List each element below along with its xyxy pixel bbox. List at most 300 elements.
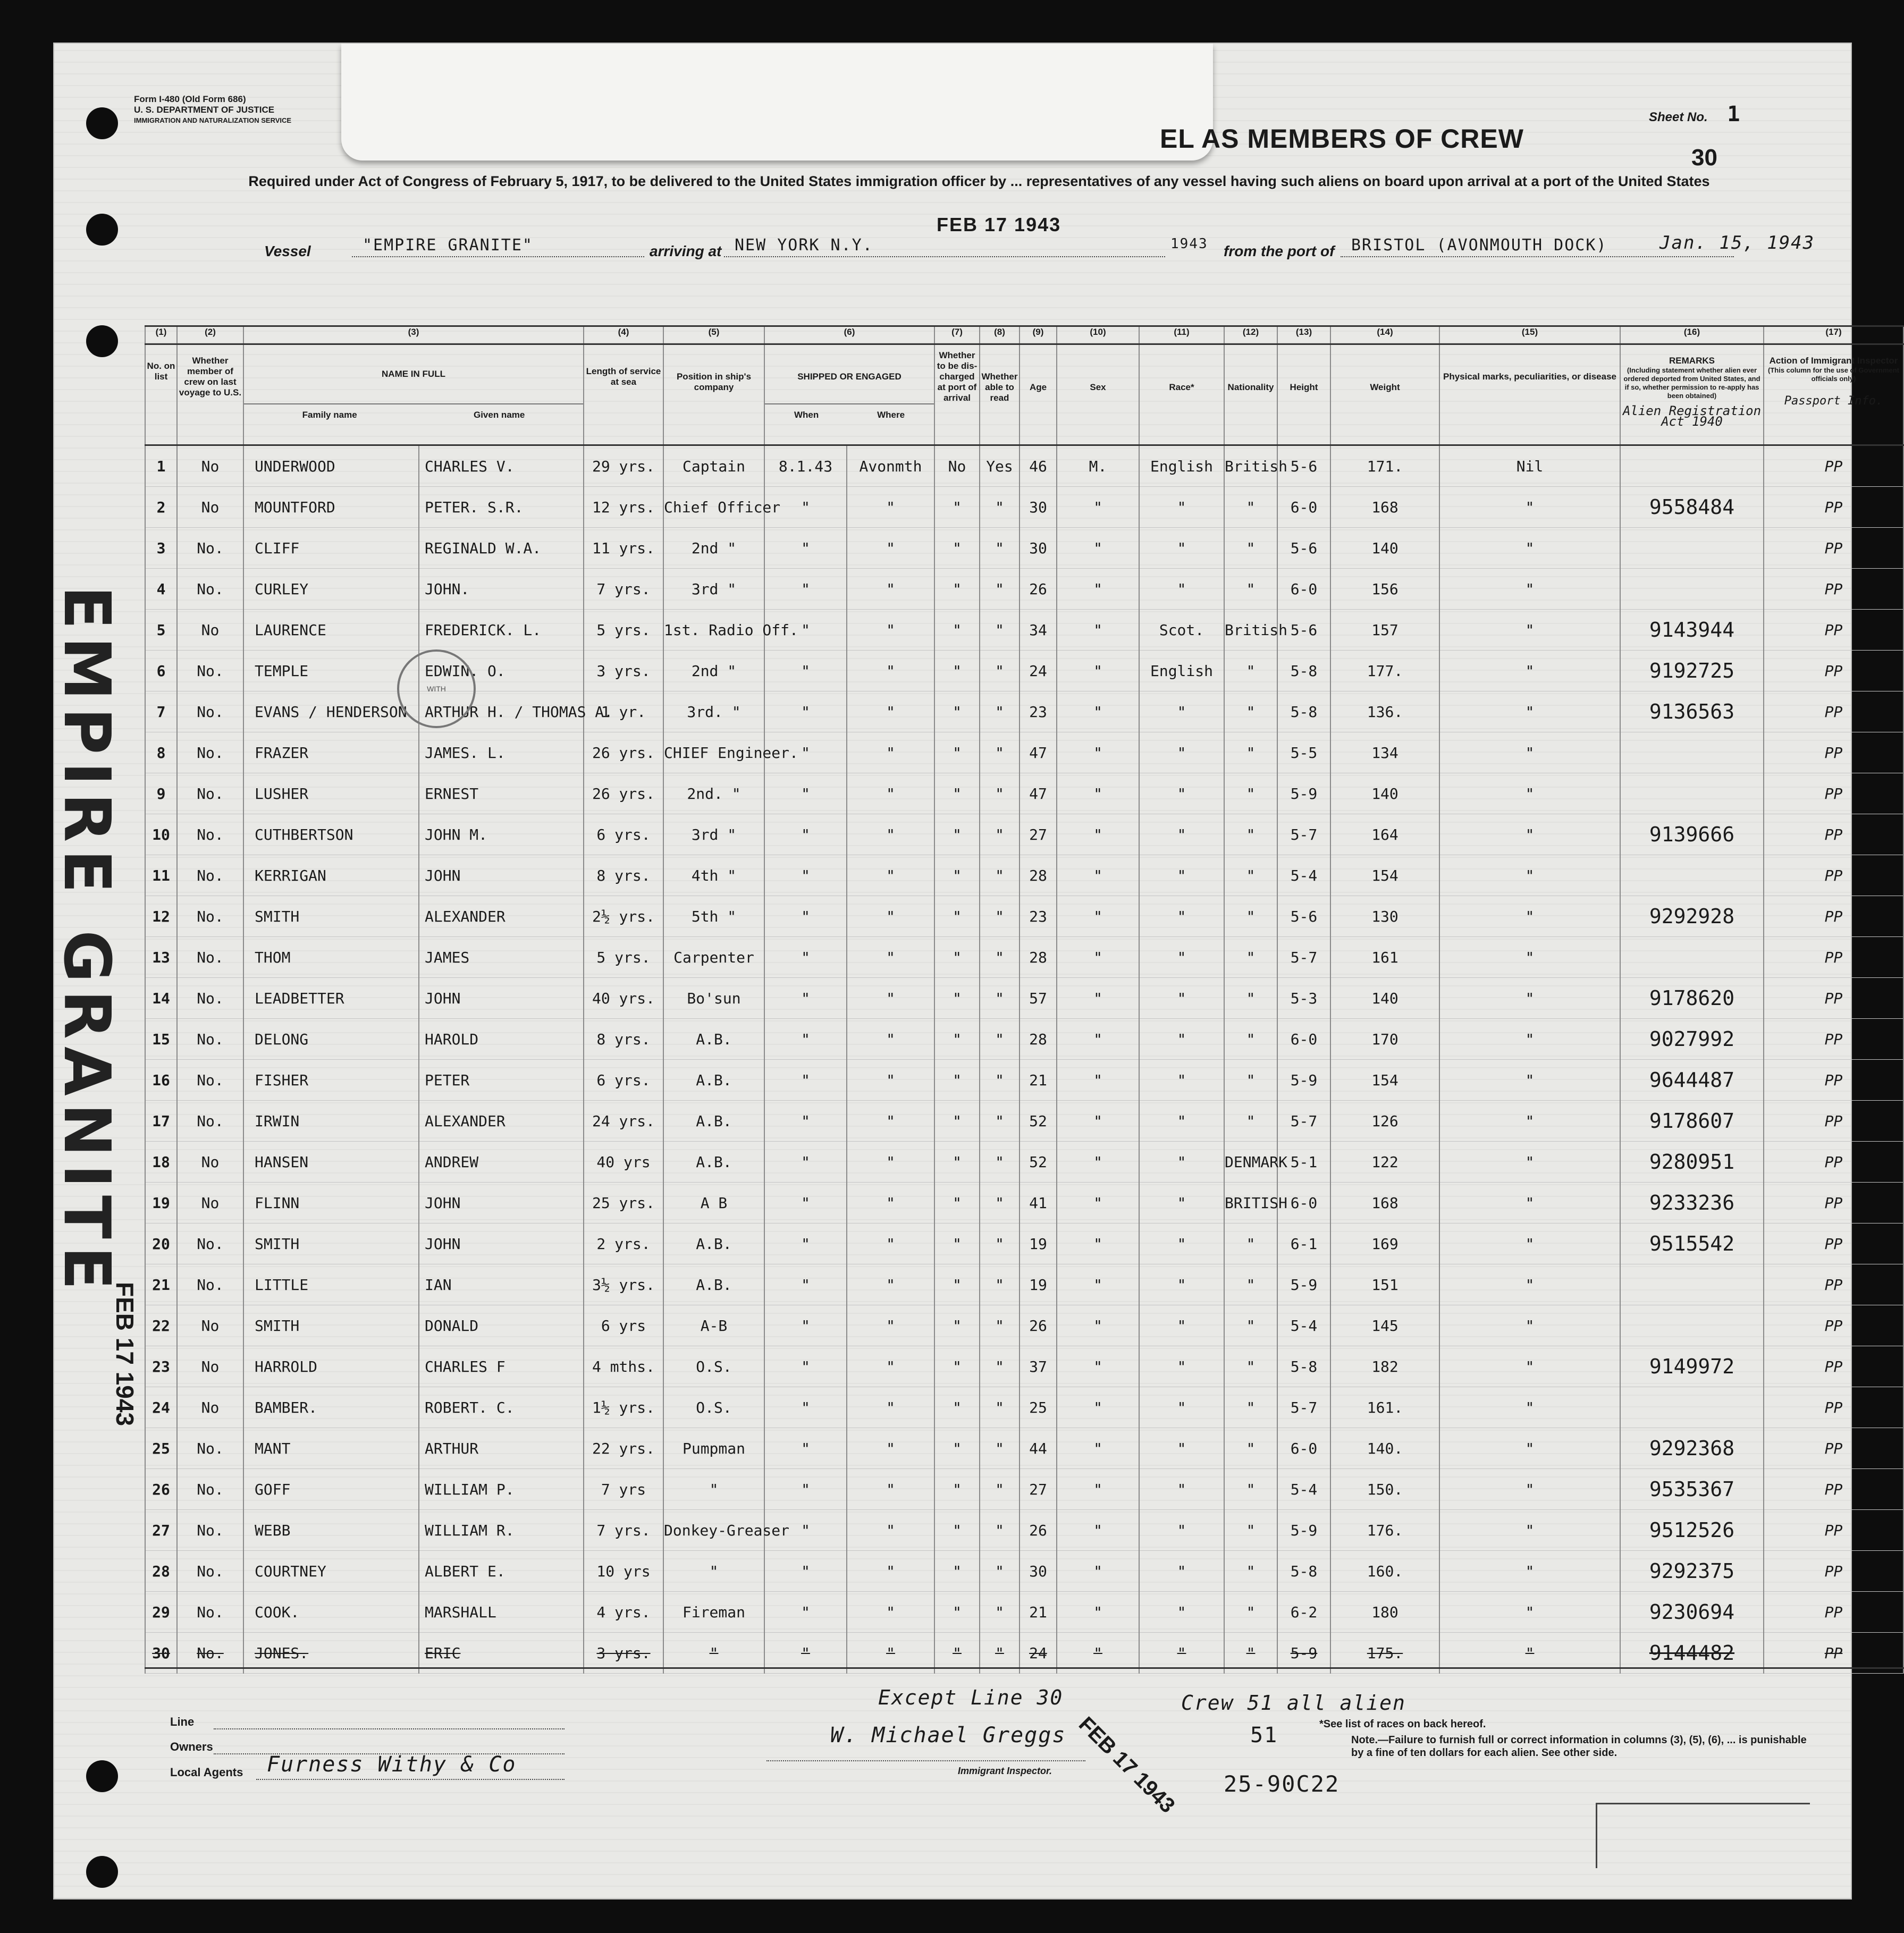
nationality-cell: " (1224, 487, 1277, 528)
height-cell: 6-0 (1277, 1428, 1330, 1469)
service-length-cell: 12 yrs. (584, 487, 663, 528)
age-cell: 19 (1020, 1264, 1057, 1305)
remarks-cell (1620, 1387, 1764, 1428)
read-cell: " (980, 1305, 1020, 1346)
position-cell: A.B. (663, 1019, 764, 1060)
remarks-cell (1620, 528, 1764, 569)
shipped-where-cell: " (847, 978, 934, 1019)
nationality-cell: DENMARK (1224, 1142, 1277, 1183)
nationality-cell: " (1224, 569, 1277, 610)
nationality-cell: " (1224, 1264, 1277, 1305)
remarks-header-handwriting: Alien Registration Act 1940 (1622, 403, 1762, 429)
given-name-cell: ERNEST (419, 773, 584, 814)
given-name-cell: CHARLES F (419, 1346, 584, 1387)
race-cell: " (1139, 1223, 1224, 1264)
shipped-where-cell: " (847, 896, 934, 937)
action-cell: PP (1764, 814, 1903, 855)
position-cell: 3rd " (663, 814, 764, 855)
shipped-where-cell: " (847, 569, 934, 610)
service-length-cell: 40 yrs (584, 1142, 663, 1183)
sex-cell: " (1057, 1223, 1139, 1264)
remarks-cell: 9178620 (1620, 978, 1764, 1019)
service-length-cell: 24 yrs. (584, 1101, 663, 1142)
footer-date-stamp: FEB 17 1943 (1074, 1712, 1180, 1818)
action-cell: PP (1764, 1223, 1903, 1264)
position-cell: Carpenter (663, 937, 764, 978)
race-cell: " (1139, 1183, 1224, 1223)
discharge-cell: " (934, 1428, 980, 1469)
table-row (145, 1142, 1903, 1183)
read-cell: " (980, 487, 1020, 528)
shipped-where-cell: " (847, 732, 934, 773)
action-cell: PP (1764, 1019, 1903, 1060)
remarks-cell: 9144482 (1620, 1633, 1764, 1674)
weight-cell: 161. (1330, 1387, 1439, 1428)
table-row (145, 1510, 1903, 1551)
service-length-cell: 29 yrs. (584, 445, 663, 487)
punch-hole (86, 325, 118, 357)
discharge-cell: " (934, 773, 980, 814)
marks-cell: " (1439, 1346, 1620, 1387)
shipped-where-cell: " (847, 1510, 934, 1551)
weight-cell: 134 (1330, 732, 1439, 773)
discharge-cell: " (934, 487, 980, 528)
age-cell: 23 (1020, 691, 1057, 732)
position-cell: " (663, 1469, 764, 1510)
given-name-cell: CHARLES V. (419, 445, 584, 487)
nationality-cell: " (1224, 1592, 1277, 1633)
race-cell: English (1139, 651, 1224, 691)
read-cell: " (980, 1101, 1020, 1142)
last-voyage-cell: No. (177, 569, 243, 610)
shipped-where-cell: " (847, 1633, 934, 1674)
sex-cell: " (1057, 1346, 1139, 1387)
nationality-cell: " (1224, 651, 1277, 691)
service-length-cell: 5 yrs. (584, 937, 663, 978)
height-cell: 5-9 (1277, 1264, 1330, 1305)
service-length-cell: 7 yrs. (584, 1510, 663, 1551)
remarks-cell: 9027992 (1620, 1019, 1764, 1060)
marks-cell: " (1439, 1183, 1620, 1223)
family-name-cell: LEADBETTER (243, 978, 419, 1019)
nationality-cell: " (1224, 1469, 1277, 1510)
col-given-name: Given name (473, 410, 525, 420)
discharge-cell: " (934, 1183, 980, 1223)
last-voyage-cell: No. (177, 896, 243, 937)
action-cell: PP (1764, 569, 1903, 610)
age-cell: 47 (1020, 773, 1057, 814)
service-length-cell: 3½ yrs. (584, 1264, 663, 1305)
height-cell: 5-9 (1277, 1510, 1330, 1551)
age-cell: 28 (1020, 1019, 1057, 1060)
discharge-cell: " (934, 610, 980, 651)
service-length-cell: 40 yrs. (584, 978, 663, 1019)
given-name-cell: PETER. S.R. (419, 487, 584, 528)
race-cell: " (1139, 691, 1224, 732)
action-cell: PP (1764, 1592, 1903, 1633)
weight-cell: 176. (1330, 1510, 1439, 1551)
last-voyage-cell: No. (177, 1060, 243, 1101)
shipped-when-cell: " (764, 1060, 847, 1101)
discharge-cell: " (934, 691, 980, 732)
height-cell: 6-0 (1277, 569, 1330, 610)
last-voyage-cell: No. (177, 1469, 243, 1510)
remarks-cell: 9644487 (1620, 1060, 1764, 1101)
shipped-where-cell: " (847, 691, 934, 732)
marks-cell: " (1439, 1264, 1620, 1305)
col-physical-marks: Physical marks, peculiarities, or disease (1439, 344, 1620, 445)
service-length-cell: 11 yrs. (584, 528, 663, 569)
weight-cell: 160. (1330, 1551, 1439, 1592)
read-cell: " (980, 732, 1020, 773)
service-length-cell: 7 yrs (584, 1469, 663, 1510)
nationality-cell: " (1224, 1346, 1277, 1387)
table-row (145, 1060, 1903, 1101)
family-name-cell: SMITH (243, 1305, 419, 1346)
last-voyage-cell: No (177, 610, 243, 651)
shipped-when-cell: " (764, 1142, 847, 1183)
race-cell: " (1139, 937, 1224, 978)
race-cell: " (1139, 855, 1224, 896)
family-name-cell: EVANS / HENDERSON (243, 691, 419, 732)
last-voyage-cell: No (177, 1387, 243, 1428)
family-name-cell: LITTLE (243, 1264, 419, 1305)
race-cell: " (1139, 1551, 1224, 1592)
age-cell: 30 (1020, 1551, 1057, 1592)
colnum: (5) (663, 326, 764, 344)
col-when: When (794, 410, 819, 420)
owners-label: Owners (170, 1740, 213, 1753)
sex-cell: " (1057, 1551, 1139, 1592)
action-cell: PP (1764, 528, 1903, 569)
family-name-cell: IRWIN (243, 1101, 419, 1142)
service-length-cell: 1 yr. (584, 691, 663, 732)
service-length-cell: 6 yrs. (584, 814, 663, 855)
position-cell: A.B. (663, 1101, 764, 1142)
colnum: (8) (980, 326, 1020, 344)
colnum: (1) (145, 326, 177, 344)
row-number: 27 (145, 1510, 177, 1551)
position-cell: A.B. (663, 1060, 764, 1101)
table-row (145, 937, 1903, 978)
shipped-when-cell: " (764, 896, 847, 937)
age-cell: 23 (1020, 896, 1057, 937)
shipped-when-cell: " (764, 610, 847, 651)
local-agents: Furness Withy & Co (267, 1752, 517, 1777)
table-row (145, 1387, 1903, 1428)
nationality-cell: " (1224, 855, 1277, 896)
family-name-cell: FLINN (243, 1183, 419, 1223)
race-cell: " (1139, 528, 1224, 569)
shipped-when-cell: " (764, 1510, 847, 1551)
nationality-cell: " (1224, 1551, 1277, 1592)
nationality-cell: " (1224, 1305, 1277, 1346)
crew-table (145, 325, 1904, 1674)
given-name-cell: ROBERT. C. (419, 1387, 584, 1428)
last-voyage-cell: No. (177, 1264, 243, 1305)
shipped-when-cell: " (764, 1101, 847, 1142)
service-length-cell: 5 yrs. (584, 610, 663, 651)
action-cell: PP (1764, 937, 1903, 978)
manifest-sheet (49, 43, 1900, 1900)
sex-cell: " (1057, 1264, 1139, 1305)
col-shipped-engaged: SHIPPED OR ENGAGED When Where (764, 344, 934, 445)
height-cell: 5-1 (1277, 1142, 1330, 1183)
given-name-cell: ALBERT E. (419, 1551, 584, 1592)
family-name-cell: CURLEY (243, 569, 419, 610)
shipped-where-cell: " (847, 1346, 934, 1387)
table-row (145, 445, 1903, 487)
race-cell: " (1139, 1592, 1224, 1633)
punch-hole (86, 107, 118, 139)
read-cell: " (980, 1633, 1020, 1674)
weight-cell: 140. (1330, 1428, 1439, 1469)
given-name-cell: PETER (419, 1060, 584, 1101)
race-cell: " (1139, 1142, 1224, 1183)
shipped-where-cell: " (847, 1551, 934, 1592)
read-cell: " (980, 1060, 1020, 1101)
discharge-cell: " (934, 1633, 980, 1674)
position-cell: 3rd. " (663, 691, 764, 732)
row-number: 2 (145, 487, 177, 528)
table-row (145, 814, 1903, 855)
weight-cell: 168 (1330, 487, 1439, 528)
arriving-port: NEW YORK N.Y. (735, 236, 873, 255)
position-cell: Pumpman (663, 1428, 764, 1469)
age-cell: 46 (1020, 445, 1057, 487)
row-number: 14 (145, 978, 177, 1019)
given-name-cell: JAMES (419, 937, 584, 978)
remarks-cell (1620, 1264, 1764, 1305)
sex-cell: " (1057, 896, 1139, 937)
colnum: (4) (584, 326, 663, 344)
given-name-cell: MARSHALL (419, 1592, 584, 1633)
row-number: 15 (145, 1019, 177, 1060)
sex-cell: " (1057, 1060, 1139, 1101)
table-row (145, 1101, 1903, 1142)
nationality-cell: " (1224, 1387, 1277, 1428)
race-cell: " (1139, 1060, 1224, 1101)
nationality-cell: British (1224, 445, 1277, 487)
margin-vessel-name: EMPIRE GRANITE (49, 586, 123, 1297)
discharge-cell: " (934, 528, 980, 569)
height-cell: 5-7 (1277, 814, 1330, 855)
row-number: 18 (145, 1142, 177, 1183)
age-cell: 44 (1020, 1428, 1057, 1469)
sex-cell: " (1057, 978, 1139, 1019)
family-name-cell: KERRIGAN (243, 855, 419, 896)
remarks-cell: 9292928 (1620, 896, 1764, 937)
family-name-cell: UNDERWOOD (243, 445, 419, 487)
row-number: 8 (145, 732, 177, 773)
remarks-cell: 9512526 (1620, 1510, 1764, 1551)
row-number: 7 (145, 691, 177, 732)
given-name-cell: JOHN (419, 855, 584, 896)
col-position: Position in ship's company (663, 344, 764, 445)
except-note: Except Line 30 (878, 1686, 1064, 1709)
family-name-cell: WEBB (243, 1510, 419, 1551)
weight-cell: 168 (1330, 1183, 1439, 1223)
height-cell: 5-3 (1277, 978, 1330, 1019)
height-cell: 5-9 (1277, 773, 1330, 814)
row-number: 9 (145, 773, 177, 814)
discharge-cell: " (934, 937, 980, 978)
action-cell: PP (1764, 978, 1903, 1019)
marks-cell: " (1439, 1510, 1620, 1551)
last-voyage-cell: No. (177, 732, 243, 773)
given-name-cell: FREDERICK. L. (419, 610, 584, 651)
action-cell: PP (1764, 1551, 1903, 1592)
race-cell: " (1139, 732, 1224, 773)
height-cell: 6-0 (1277, 1019, 1330, 1060)
races-note: *See list of races on back hereof. (1319, 1718, 1486, 1730)
shipped-where-cell: " (847, 1592, 934, 1633)
position-cell: " (663, 1633, 764, 1674)
row-number: 11 (145, 855, 177, 896)
shipped-where-cell: " (847, 651, 934, 691)
action-cell: PP (1764, 896, 1903, 937)
race-cell: " (1139, 1305, 1224, 1346)
action-cell: PP (1764, 1142, 1903, 1183)
col-remarks: REMARKS (Including statement whether alien ever ordered deported from United States, and if so, whether permission to re-apply has been obtained) Alien Registration Act 1940 (1620, 344, 1764, 445)
discharge-cell: " (934, 978, 980, 1019)
read-cell: " (980, 1142, 1020, 1183)
race-cell: " (1139, 1469, 1224, 1510)
family-name-cell: HANSEN (243, 1142, 419, 1183)
sex-cell: " (1057, 610, 1139, 651)
action-cell: PP (1764, 1387, 1903, 1428)
read-cell: Yes (980, 445, 1020, 487)
nationality-cell: BRITISH (1224, 1183, 1277, 1223)
action-cell: PP (1764, 1346, 1903, 1387)
row-number: 13 (145, 937, 177, 978)
weight-cell: 136. (1330, 691, 1439, 732)
table-row (145, 1019, 1903, 1060)
weight-cell: 154 (1330, 855, 1439, 896)
shipped-when-cell: " (764, 651, 847, 691)
shipped-where-cell: Avonmth (847, 445, 934, 487)
remarks-cell: 9292368 (1620, 1428, 1764, 1469)
remarks-cell: 9149972 (1620, 1346, 1764, 1387)
position-cell: O.S. (663, 1387, 764, 1428)
given-name-cell: DONALD (419, 1305, 584, 1346)
vessel-label: Vessel (264, 243, 311, 259)
officer-stamp: WITH (397, 649, 476, 728)
shipped-where-cell: " (847, 1142, 934, 1183)
sheet-number: Sheet No. 1 (1649, 102, 1740, 126)
shipped-where-cell: " (847, 814, 934, 855)
table-row (145, 487, 1903, 528)
age-cell: 21 (1020, 1060, 1057, 1101)
action-header-handwriting: Passport Info. (1784, 394, 1883, 408)
shipped-when-cell: " (764, 773, 847, 814)
table-row (145, 1305, 1903, 1346)
action-cell: PP (1764, 773, 1903, 814)
service-length-cell: 3 yrs. (584, 651, 663, 691)
marks-cell: " (1439, 937, 1620, 978)
age-cell: 34 (1020, 610, 1057, 651)
discharge-cell: " (934, 1592, 980, 1633)
height-cell: 6-0 (1277, 1183, 1330, 1223)
remarks-cell (1620, 732, 1764, 773)
race-cell: Scot. (1139, 610, 1224, 651)
action-cell: PP (1764, 1305, 1903, 1346)
col-where: Where (877, 410, 905, 420)
height-cell: 6-1 (1277, 1223, 1330, 1264)
read-cell: " (980, 691, 1020, 732)
form-title: EL AS MEMBERS OF CREW (1160, 124, 1524, 154)
read-cell: " (980, 569, 1020, 610)
last-voyage-cell: No. (177, 1633, 243, 1674)
family-name-cell: MANT (243, 1428, 419, 1469)
weight-cell: 154 (1330, 1060, 1439, 1101)
shipped-when-cell: " (764, 1223, 847, 1264)
last-voyage-cell: No (177, 1183, 243, 1223)
shipped-when-cell: " (764, 1551, 847, 1592)
last-voyage-cell: No. (177, 978, 243, 1019)
shipped-where-cell: " (847, 610, 934, 651)
marks-cell: " (1439, 978, 1620, 1019)
race-cell: " (1139, 1428, 1224, 1469)
shipped-when-cell: " (764, 1264, 847, 1305)
line-label: Line (170, 1715, 195, 1728)
row-number: 23 (145, 1346, 177, 1387)
marks-cell: " (1439, 1223, 1620, 1264)
inspector-label: Immigrant Inspector. (958, 1766, 1052, 1776)
age-cell: 26 (1020, 569, 1057, 610)
read-cell: " (980, 1183, 1020, 1223)
col-sex: Sex (1057, 344, 1139, 445)
shipped-where-cell: " (847, 528, 934, 569)
shipped-where-cell: " (847, 1060, 934, 1101)
position-cell: CHIEF Engineer. (663, 732, 764, 773)
given-name-cell: JOHN (419, 978, 584, 1019)
marks-cell: " (1439, 773, 1620, 814)
last-voyage-cell: No. (177, 1101, 243, 1142)
race-cell: " (1139, 1264, 1224, 1305)
nationality-cell: " (1224, 773, 1277, 814)
last-voyage-cell: No (177, 445, 243, 487)
read-cell: " (980, 937, 1020, 978)
departure-date: Jan. 15, 1943 (1659, 232, 1815, 254)
service-length-cell: 7 yrs. (584, 569, 663, 610)
service-length-cell: 4 mths. (584, 1346, 663, 1387)
age-cell: 52 (1020, 1142, 1057, 1183)
remarks-cell (1620, 937, 1764, 978)
family-name-cell: BAMBER. (243, 1387, 419, 1428)
marks-cell: " (1439, 896, 1620, 937)
shipped-when-cell: " (764, 1633, 847, 1674)
colnum: (2) (177, 326, 243, 344)
given-name-cell: IAN (419, 1264, 584, 1305)
read-cell: " (980, 1346, 1020, 1387)
age-cell: 41 (1020, 1183, 1057, 1223)
failure-note: Note.—Failure to furnish full or correct information in columns (3), (5), (6), ... is punishable by a fine of ten dollars for each alien. See other side. (1351, 1734, 1807, 1759)
last-voyage-cell: No. (177, 1551, 243, 1592)
action-cell: PP (1764, 1469, 1903, 1510)
discharge-cell: " (934, 1142, 980, 1183)
height-cell: 5-5 (1277, 732, 1330, 773)
remarks-cell (1620, 445, 1764, 487)
family-name-cell: COURTNEY (243, 1551, 419, 1592)
given-name-cell: WILLIAM R. (419, 1510, 584, 1551)
marks-cell: " (1439, 1060, 1620, 1101)
age-cell: 47 (1020, 732, 1057, 773)
colnum: (15) (1439, 326, 1620, 344)
shipped-where-cell: " (847, 773, 934, 814)
height-cell: 5-9 (1277, 1060, 1330, 1101)
age-cell: 26 (1020, 1510, 1057, 1551)
